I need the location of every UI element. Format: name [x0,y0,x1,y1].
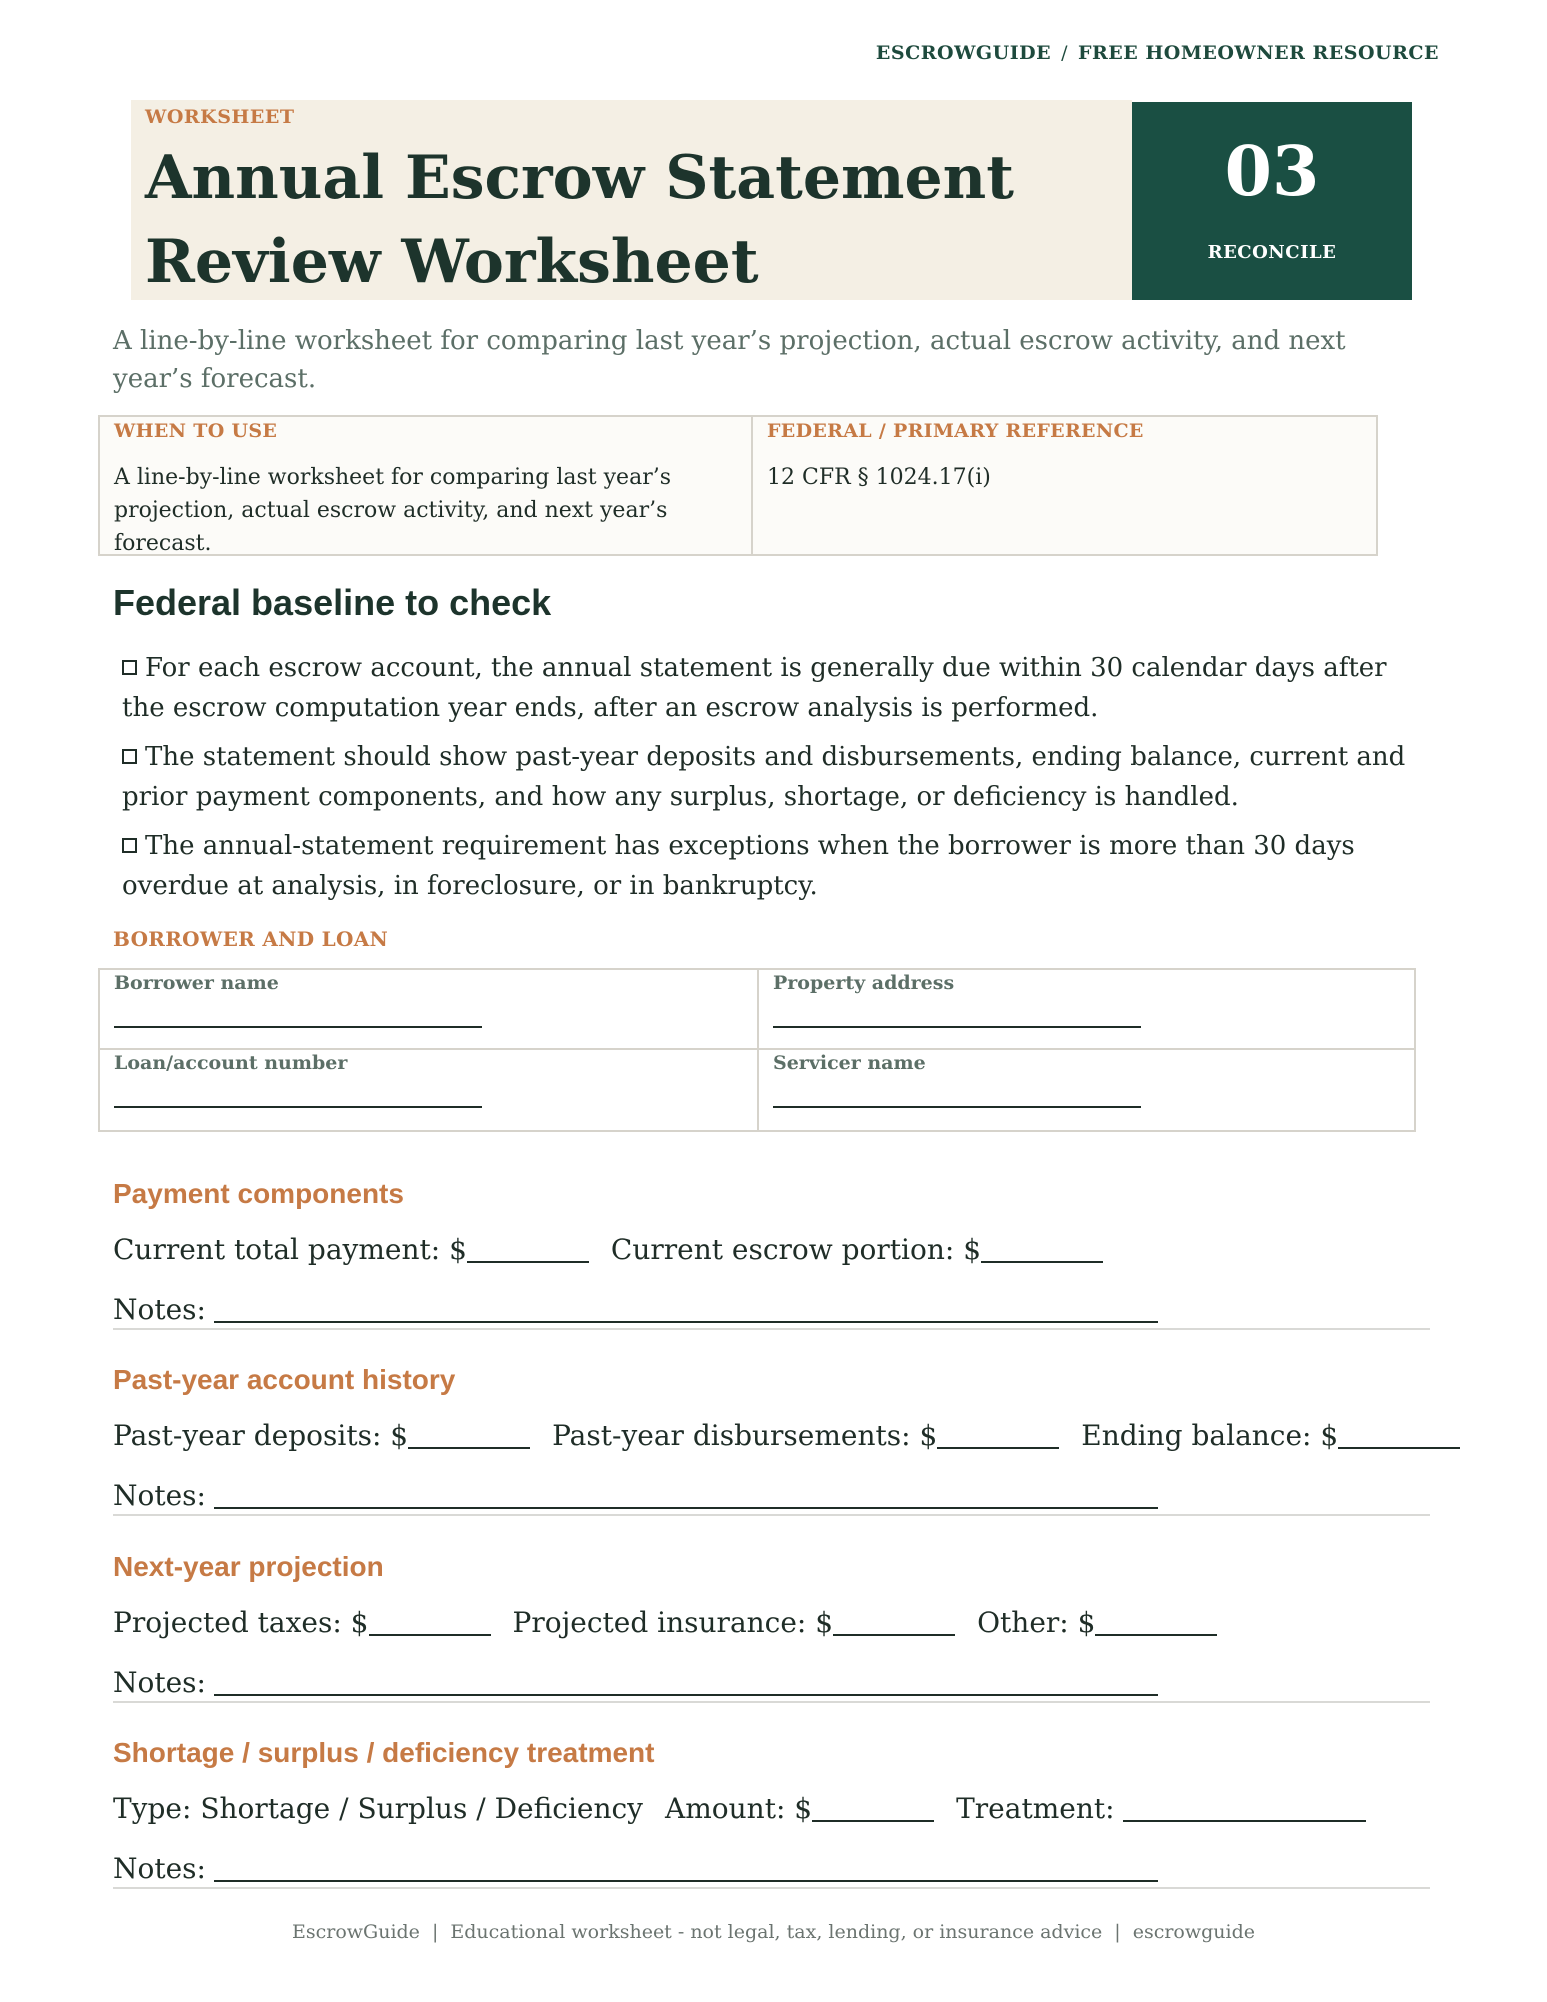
page-footer [0,1921,1547,1943]
badge-number: 03 [1224,132,1320,212]
title-banner [131,100,1132,300]
field-label: Projected insurance: $ [512,1606,834,1639]
primary-reference-cell [753,417,1376,554]
footer-disclaimer: Educational worksheet - not legal, tax, lending, or insurance advice [450,1921,1103,1943]
notes-field[interactable] [214,1479,1158,1509]
brand-name: ESCROWGUIDE [875,42,1052,64]
blank-field[interactable] [467,1233,589,1263]
field [956,1792,1366,1825]
field-label: Ending balance: $ [1081,1419,1339,1452]
notes-row [113,1290,1158,1330]
footer-separator: | [1114,1921,1121,1943]
notes-row [113,1849,1158,1889]
footer-site: escrowguide [1132,1921,1256,1943]
badge-label: RECONCILE [1207,242,1337,263]
page-title: Annual Escrow Statement Review Worksheet [145,143,1015,297]
borrower-name-cell [100,970,759,1050]
field-label: Current total payment: $ [113,1233,467,1266]
baseline-checklist [122,648,1412,915]
blank-field[interactable] [833,1606,955,1636]
loan-number-cell [100,1050,759,1130]
checkbox-icon[interactable] [122,749,137,764]
section-fields [113,1416,1482,1456]
blank-field[interactable] [812,1792,934,1822]
primary-reference-label: FEDERAL / PRIMARY REFERENCE [767,420,1144,442]
checklist-item-text: The annual-statement requirement has exceptions when the borrower is more than 30 days overdue at analysis, in foreclosure, or in bankruptcy. [122,831,1355,901]
blank-field[interactable] [1123,1792,1366,1822]
section-title: Next-year projection [113,1551,384,1582]
when-to-use-cell [100,417,753,554]
blank-field[interactable] [1338,1419,1460,1449]
worksheet-kicker: WORKSHEET [145,106,295,128]
section-title: Shortage / surplus / deficiency treatment [113,1737,655,1768]
worksheet-number-badge [1132,102,1412,300]
notes-label: Notes: [113,1293,206,1326]
past-year-history-section [113,1364,1430,1516]
type-options: Type: Shortage / Surplus / Deficiency [113,1792,644,1825]
notes-field[interactable] [214,1666,1158,1696]
field [665,1792,934,1825]
blank-field[interactable] [408,1419,530,1449]
checkbox-icon[interactable] [122,660,137,675]
property-address-cell [759,970,1414,1050]
blank-field[interactable] [1095,1606,1217,1636]
notes-label: Notes: [113,1852,206,1885]
section-title: Past-year account history [113,1364,456,1395]
payment-components-section [113,1178,1430,1330]
baseline-heading: Federal baseline to check [113,582,552,623]
brand-tagline: FREE HOMEOWNER RESOURCE [1077,42,1439,64]
borrower-section-label: BORROWER AND LOAN [113,927,389,951]
notes-label: Notes: [113,1666,206,1699]
checklist-item-text: The statement should show past-year deposits and disbursements, ending balance, current and prior payment components, and how any surplus, shortage, or deficiency is handled. [122,742,1406,812]
notes-field[interactable] [214,1293,1158,1323]
servicer-name-label: Servicer name [773,1052,926,1074]
notes-label: Notes: [113,1479,206,1512]
when-to-use-text: A line-by-line worksheet for comparing last year’s projection, actual escrow activity, and next year’s forecast. [114,465,671,556]
blank-field[interactable] [937,1419,1059,1449]
servicer-name-field[interactable] [773,1106,1141,1108]
field [977,1606,1217,1639]
field [113,1606,491,1639]
field-label: Current escrow portion: $ [610,1233,982,1266]
borrower-grid [98,968,1416,1132]
field-label: Past-year disbursements: $ [552,1419,938,1452]
field [113,1419,530,1452]
section-fields [113,1230,1125,1270]
blank-field[interactable] [981,1233,1103,1263]
property-address-field[interactable] [773,1026,1141,1028]
notes-row [113,1663,1158,1703]
field [513,1606,956,1639]
field-label: Treatment: [956,1792,1115,1825]
checklist-item [122,648,1412,728]
notes-field[interactable] [214,1852,1158,1882]
field [1081,1419,1460,1452]
checklist-item [122,826,1412,906]
field-label: Amount: $ [665,1792,813,1825]
field [552,1419,1059,1452]
field-label: Past-year deposits: $ [113,1419,409,1452]
loan-number-label: Loan/account number [114,1052,348,1074]
intro-text: A line-by-line worksheet for comparing last year’s projection, actual escrow activity, and next year’s forecast. [113,326,1346,394]
loan-number-field[interactable] [114,1106,482,1108]
when-to-use-label: WHEN TO USE [114,420,278,442]
field-label: Projected taxes: $ [113,1606,369,1639]
section-fields [113,1603,1239,1643]
borrower-name-field[interactable] [114,1026,482,1028]
checklist-item [122,737,1412,817]
footer-brand: EscrowGuide [291,1921,420,1943]
field-label: Other: $ [977,1606,1096,1639]
shortage-surplus-section [113,1737,1430,1889]
field [113,1233,589,1266]
blank-field[interactable] [369,1606,491,1636]
borrower-name-label: Borrower name [114,972,279,994]
notes-row [113,1476,1158,1516]
footer-separator: | [431,1921,439,1943]
next-year-projection-section [113,1551,1430,1703]
site-header [876,42,1439,64]
reference-box [98,415,1378,556]
section-title: Payment components [113,1178,404,1209]
section-fields [113,1789,1388,1829]
header-separator: / [1061,42,1068,64]
checkbox-icon[interactable] [122,838,137,853]
primary-reference-text: 12 CFR § 1024.17(i) [767,465,991,490]
field [611,1233,1103,1266]
servicer-name-cell [759,1050,1414,1130]
checklist-item-text: For each escrow account, the annual statement is generally due within 30 calendar days after the escrow computation year ends, after an escrow analysis is performed. [122,653,1387,723]
property-address-label: Property address [773,972,955,994]
